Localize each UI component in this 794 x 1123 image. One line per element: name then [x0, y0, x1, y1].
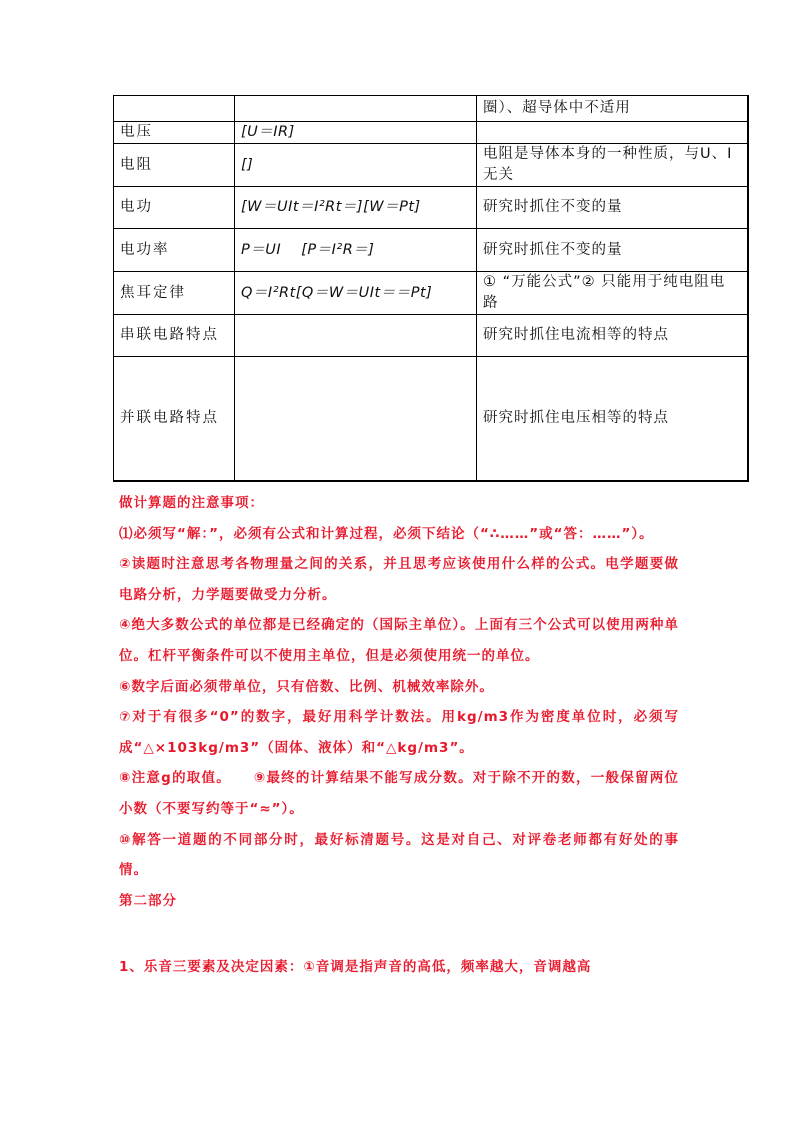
calculation-notes: [119, 488, 679, 983]
notes-heading: 做计算题的注意事项：: [119, 495, 264, 511]
note-cell: 研究时抓住不变的量: [477, 229, 748, 272]
formula-cell: [235, 357, 477, 481]
formula-cell: [U＝IR]: [235, 122, 477, 144]
table-row: [114, 144, 748, 187]
formula-cell: [235, 96, 477, 122]
note-cell: ① “万能公式”② 只能用于纯电阻电路: [477, 272, 748, 315]
note-item: ⑩解答一道题的不同部分时，最好标清题号。这是对自己、对评卷老师都有好处的事情。: [119, 831, 679, 879]
quantity-name: 电功率: [114, 229, 235, 272]
formula-table: [113, 95, 749, 482]
quantity-name: 并联电路特点: [114, 357, 235, 481]
note-cell: [477, 122, 748, 144]
note-item: ④绝大多数公式的单位都是已经确定的（国际主单位）。上面有三个公式可以使用两种单位。杠杆平衡条件可以不使用主单位，但是必须使用统一的单位。: [119, 617, 679, 664]
table-row: [114, 96, 748, 122]
note-cell: 电阻是导体本身的一种性质，与U、I无关: [477, 144, 748, 187]
note-item: ⑦对于有很多“0”的数字，最好用科学计数法。用kg/m3作为密度单位时，必须写成“△×103kg/m3”（固体、液体）和“△kg/m3”。: [119, 709, 679, 756]
quantity-name: 焦耳定律: [114, 272, 235, 315]
section-gap: [119, 916, 679, 952]
table-row: [114, 187, 748, 229]
table-row: [114, 272, 748, 315]
quantity-name: 电功: [114, 187, 235, 229]
table-row: [114, 357, 748, 481]
quantity-name: 电阻: [114, 144, 235, 187]
formula-cell: [235, 315, 477, 357]
note-cell: 圈）、超导体中不适用: [477, 96, 748, 122]
formula-cell: [W＝UIt＝I²Rt＝][W＝Pt]: [235, 187, 477, 229]
table-row: [114, 229, 748, 272]
section-line: 1、乐音三要素及决定因素：①音调是指声音的高低，频率越大，音调越高: [119, 959, 592, 976]
note-item: ②读题时注意思考各物理量之间的关系，并且思考应该使用什么样的公式。电学题要做电路分析，力学题要做受力分析。: [119, 556, 679, 603]
note-item: ⑧注意g的取值。 ⑨最终的计算结果不能写成分数。对于除不开的数，一般保留两位小数（不要写约等于“≈”）。: [119, 770, 679, 817]
note-cell: 研究时抓住不变的量: [477, 187, 748, 229]
section-title: 第二部分: [119, 892, 177, 909]
table-row: [114, 122, 748, 144]
quantity-name: [114, 96, 235, 122]
quantity-name: 电压: [114, 122, 235, 144]
formula-cell: Q＝I²Rt[Q＝W＝UIt＝＝Pt]: [235, 272, 477, 315]
note-item: ⑴必须写“解：”，必须有公式和计算过程，必须下结论（“∴……”或“答：……”）。: [119, 525, 654, 542]
table-row: [114, 315, 748, 357]
formula-cell: []: [235, 144, 477, 187]
quantity-name: 串联电路特点: [114, 315, 235, 357]
note-cell: 研究时抓住电压相等的特点: [477, 357, 748, 481]
note-item: ⑥数字后面必须带单位，只有倍数、比例、机械效率除外。: [119, 678, 494, 695]
note-cell: 研究时抓住电流相等的特点: [477, 315, 748, 357]
formula-cell: P＝UI [P＝I²R＝]: [235, 229, 477, 272]
